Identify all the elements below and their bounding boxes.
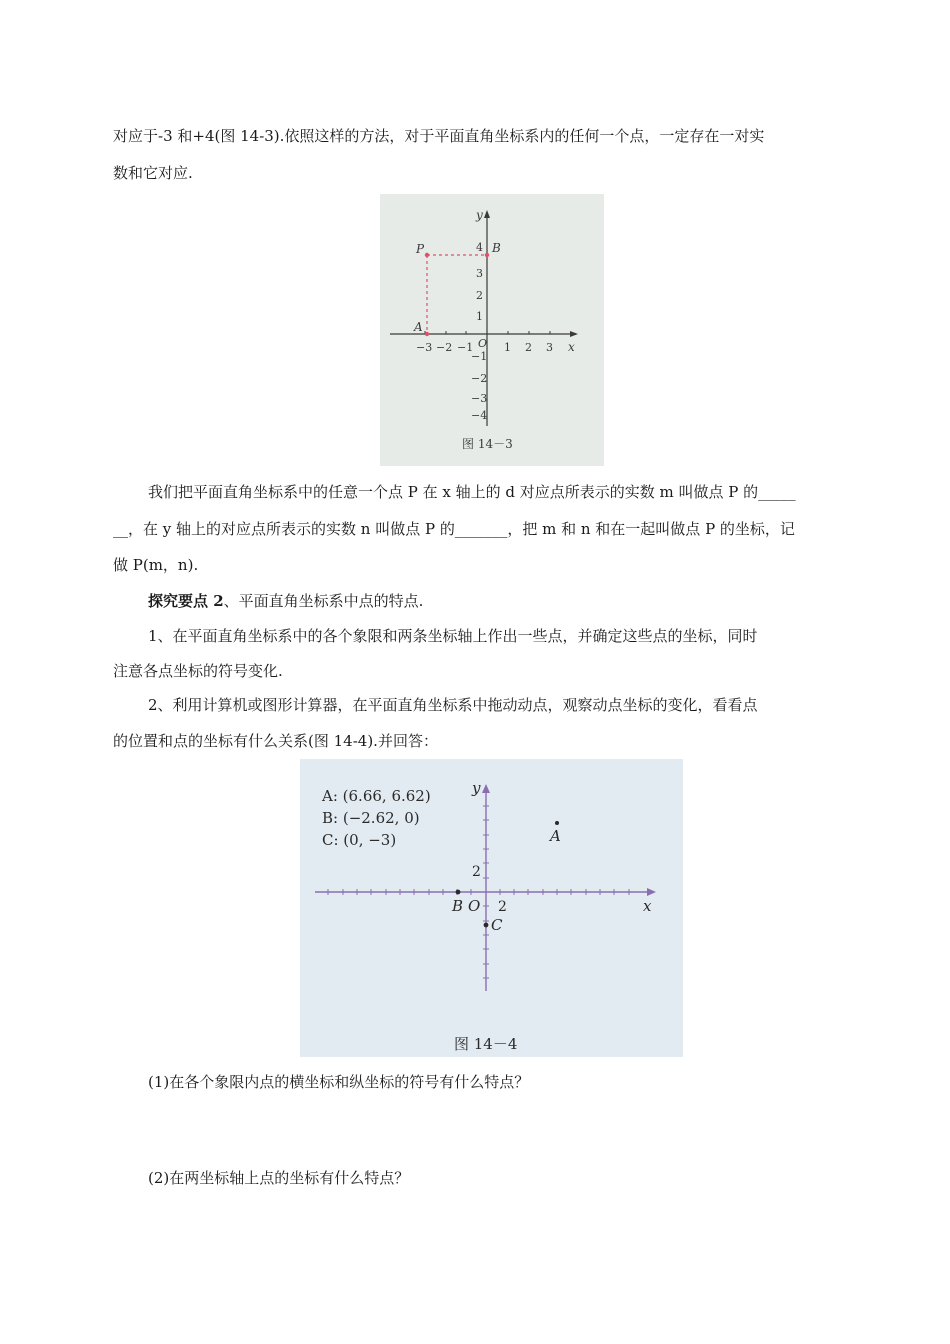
figure-14-4-graph [300, 759, 683, 1057]
origin-label: O [468, 897, 481, 915]
figure-14-3 [380, 194, 604, 466]
label-c: C [491, 916, 503, 934]
origin-label: O [478, 337, 488, 350]
point-a [555, 821, 559, 825]
y-tick-label: 3 [476, 267, 483, 280]
question-1: (1)在各个象限内点的横坐标和纵坐标的符号有什么特点？ [148, 1073, 530, 1091]
y-tick-label: 2 [476, 289, 483, 302]
paragraph-2-line-1: 我们把平面直角坐标系中的任意一个点 P 在 x 轴上的 d 对应点所表示的实数 m 叫做点 P 的_____ [148, 483, 796, 501]
y-tick-label: 4 [476, 241, 483, 254]
figure-14-3-graph [380, 194, 604, 466]
coord-readout-a: A: (6.66, 6.62) [322, 787, 431, 805]
item-2-line-1: 2、利用计算机或图形计算器，在平面直角坐标系中拖动动点，观察动点坐标的变化，看看点 [148, 696, 758, 714]
label-a: A [550, 827, 561, 845]
item-2-line-2: 的位置和点的坐标有什么关系(图 14-4).并回答： [113, 732, 438, 750]
y-tick-label: 1 [476, 310, 483, 323]
x-tick-label: −2 [436, 341, 453, 354]
label-a: A [414, 320, 423, 334]
x-axis-label: x [568, 340, 575, 354]
y-axis-label: y [476, 208, 483, 222]
paragraph-1-line-1: 对应于-3 和+4(图 14-3).依照这样的方法，对于平面直角坐标系内的任何一个点，一定存在一对实 [113, 127, 765, 145]
figure-14-4-caption: 图 14－4 [454, 1035, 518, 1053]
section-2-heading-line [148, 591, 423, 611]
figure-14-4 [300, 759, 683, 1057]
point-b [456, 890, 461, 895]
coord-readout-c: C: (0, −3) [322, 831, 397, 849]
x-tick-label: 3 [546, 341, 553, 354]
y-tick-label: −4 [471, 409, 488, 422]
item-1-line-2: 注意各点坐标的符号变化. [113, 662, 283, 680]
point-p [425, 253, 429, 257]
figure-14-3-caption: 图 14－3 [462, 437, 513, 451]
label-b: B [492, 241, 501, 255]
section-2-title: 、平面直角坐标系中点的特点. [223, 592, 424, 610]
x-tick-label: 1 [504, 341, 511, 354]
label-p: P [416, 242, 425, 256]
y-axis-label: y [472, 779, 481, 797]
question-2: (2)在两坐标轴上点的坐标有什么特点？ [148, 1169, 410, 1187]
x-tick-label: −3 [416, 341, 433, 354]
paragraph-2-line-2: __，在 y 轴上的对应点所表示的实数 n 叫做点 P 的_______，把 m 和 n 和在一起叫做点 P 的坐标，记 [113, 520, 795, 538]
coord-readout-b: B: (−2.62, 0) [322, 809, 420, 827]
paragraph-1-line-2: 数和它对应. [113, 164, 193, 182]
x-axis-label: x [643, 897, 652, 915]
x-tick-label: 2 [498, 899, 507, 915]
paragraph-2-line-3: 做 P(m，n). [113, 556, 199, 574]
y-tick-label: −1 [471, 350, 488, 363]
y-tick-label: −3 [471, 392, 488, 405]
x-tick-label: −1 [457, 341, 474, 354]
y-tick-label: 2 [472, 864, 481, 880]
label-b: B [452, 897, 464, 915]
section-2-heading: 探究要点 2 [148, 592, 224, 610]
x-tick-label: 2 [525, 341, 532, 354]
point-b [485, 253, 489, 257]
y-tick-label: −2 [471, 372, 488, 385]
item-1-line-1: 1、在平面直角坐标系中的各个象限和两条坐标轴上作出一些点，并确定这些点的坐标，同时 [148, 627, 758, 645]
point-a [425, 332, 429, 336]
point-c [484, 923, 489, 928]
